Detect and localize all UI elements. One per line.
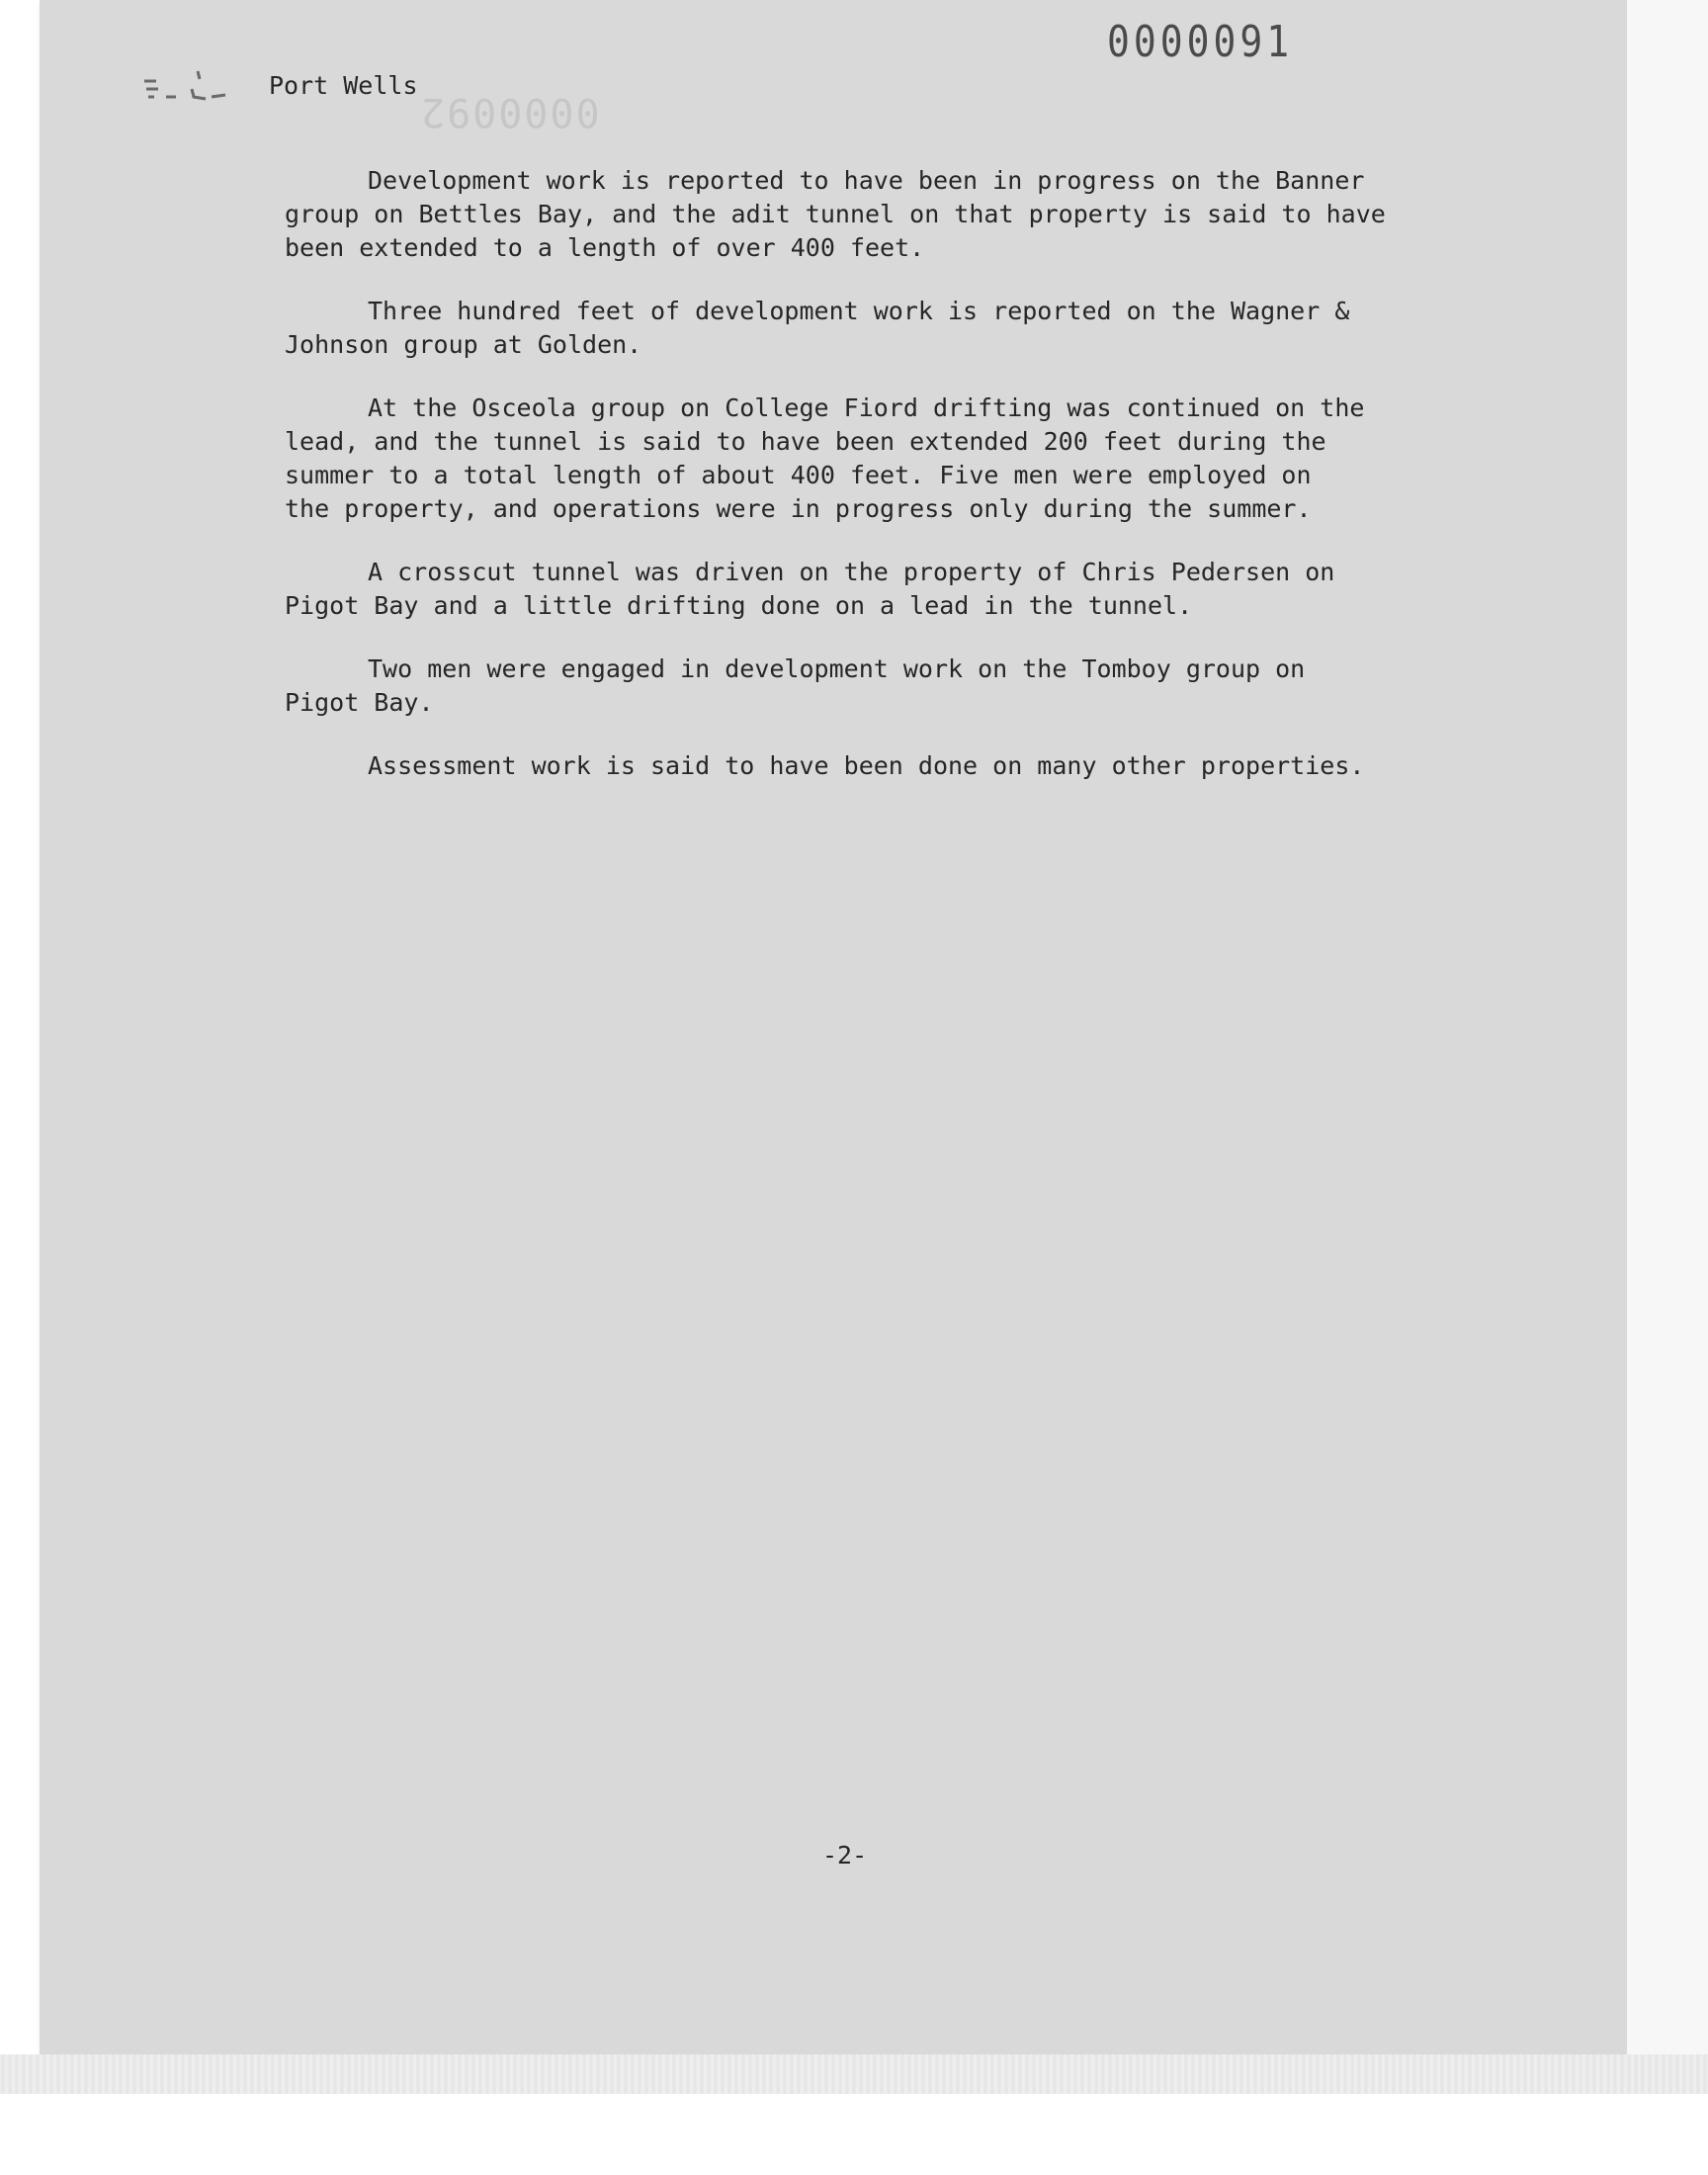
bleed-through-number: 0000092 <box>419 89 600 134</box>
section-heading: Port Wells <box>269 71 418 100</box>
paragraph: Assessment work is said to have been done on many other properties. <box>368 751 1365 780</box>
paragraph: Development work is reported to have been in progress on the Banner group on Bettles Bay, and the adit tunnel on that property is said to have been extended to a length of over 400 feet. <box>285 166 1386 262</box>
paragraph: Three hundred feet of development work is reported on the Wagner & Johnson group at Golden. <box>285 297 1350 359</box>
paragraph: At the Osceola group on College Fiord drifting was continued on the lead, and the tunnel is said to have been extended 200 feet during the summer to a total length of about 400 feet. Five men were employed on the property, and operations were in progress only during the summer. <box>285 393 1365 523</box>
margin-smudge-mark <box>142 61 261 121</box>
document-number-stamp: 0000091 <box>1107 16 1294 67</box>
paragraph: A crosscut tunnel was driven on the property of Chris Pedersen on Pigot Bay and a little drifting done on a lead in the tunnel. <box>285 558 1335 620</box>
scan-bottom-strip <box>0 2054 1708 2094</box>
page-number: -2- <box>822 1841 868 1870</box>
sheet-edge <box>1627 0 1708 2086</box>
document-body <box>285 164 1520 813</box>
paragraph: Two men were engaged in development work on the Tomboy group on Pigot Bay. <box>285 654 1306 717</box>
